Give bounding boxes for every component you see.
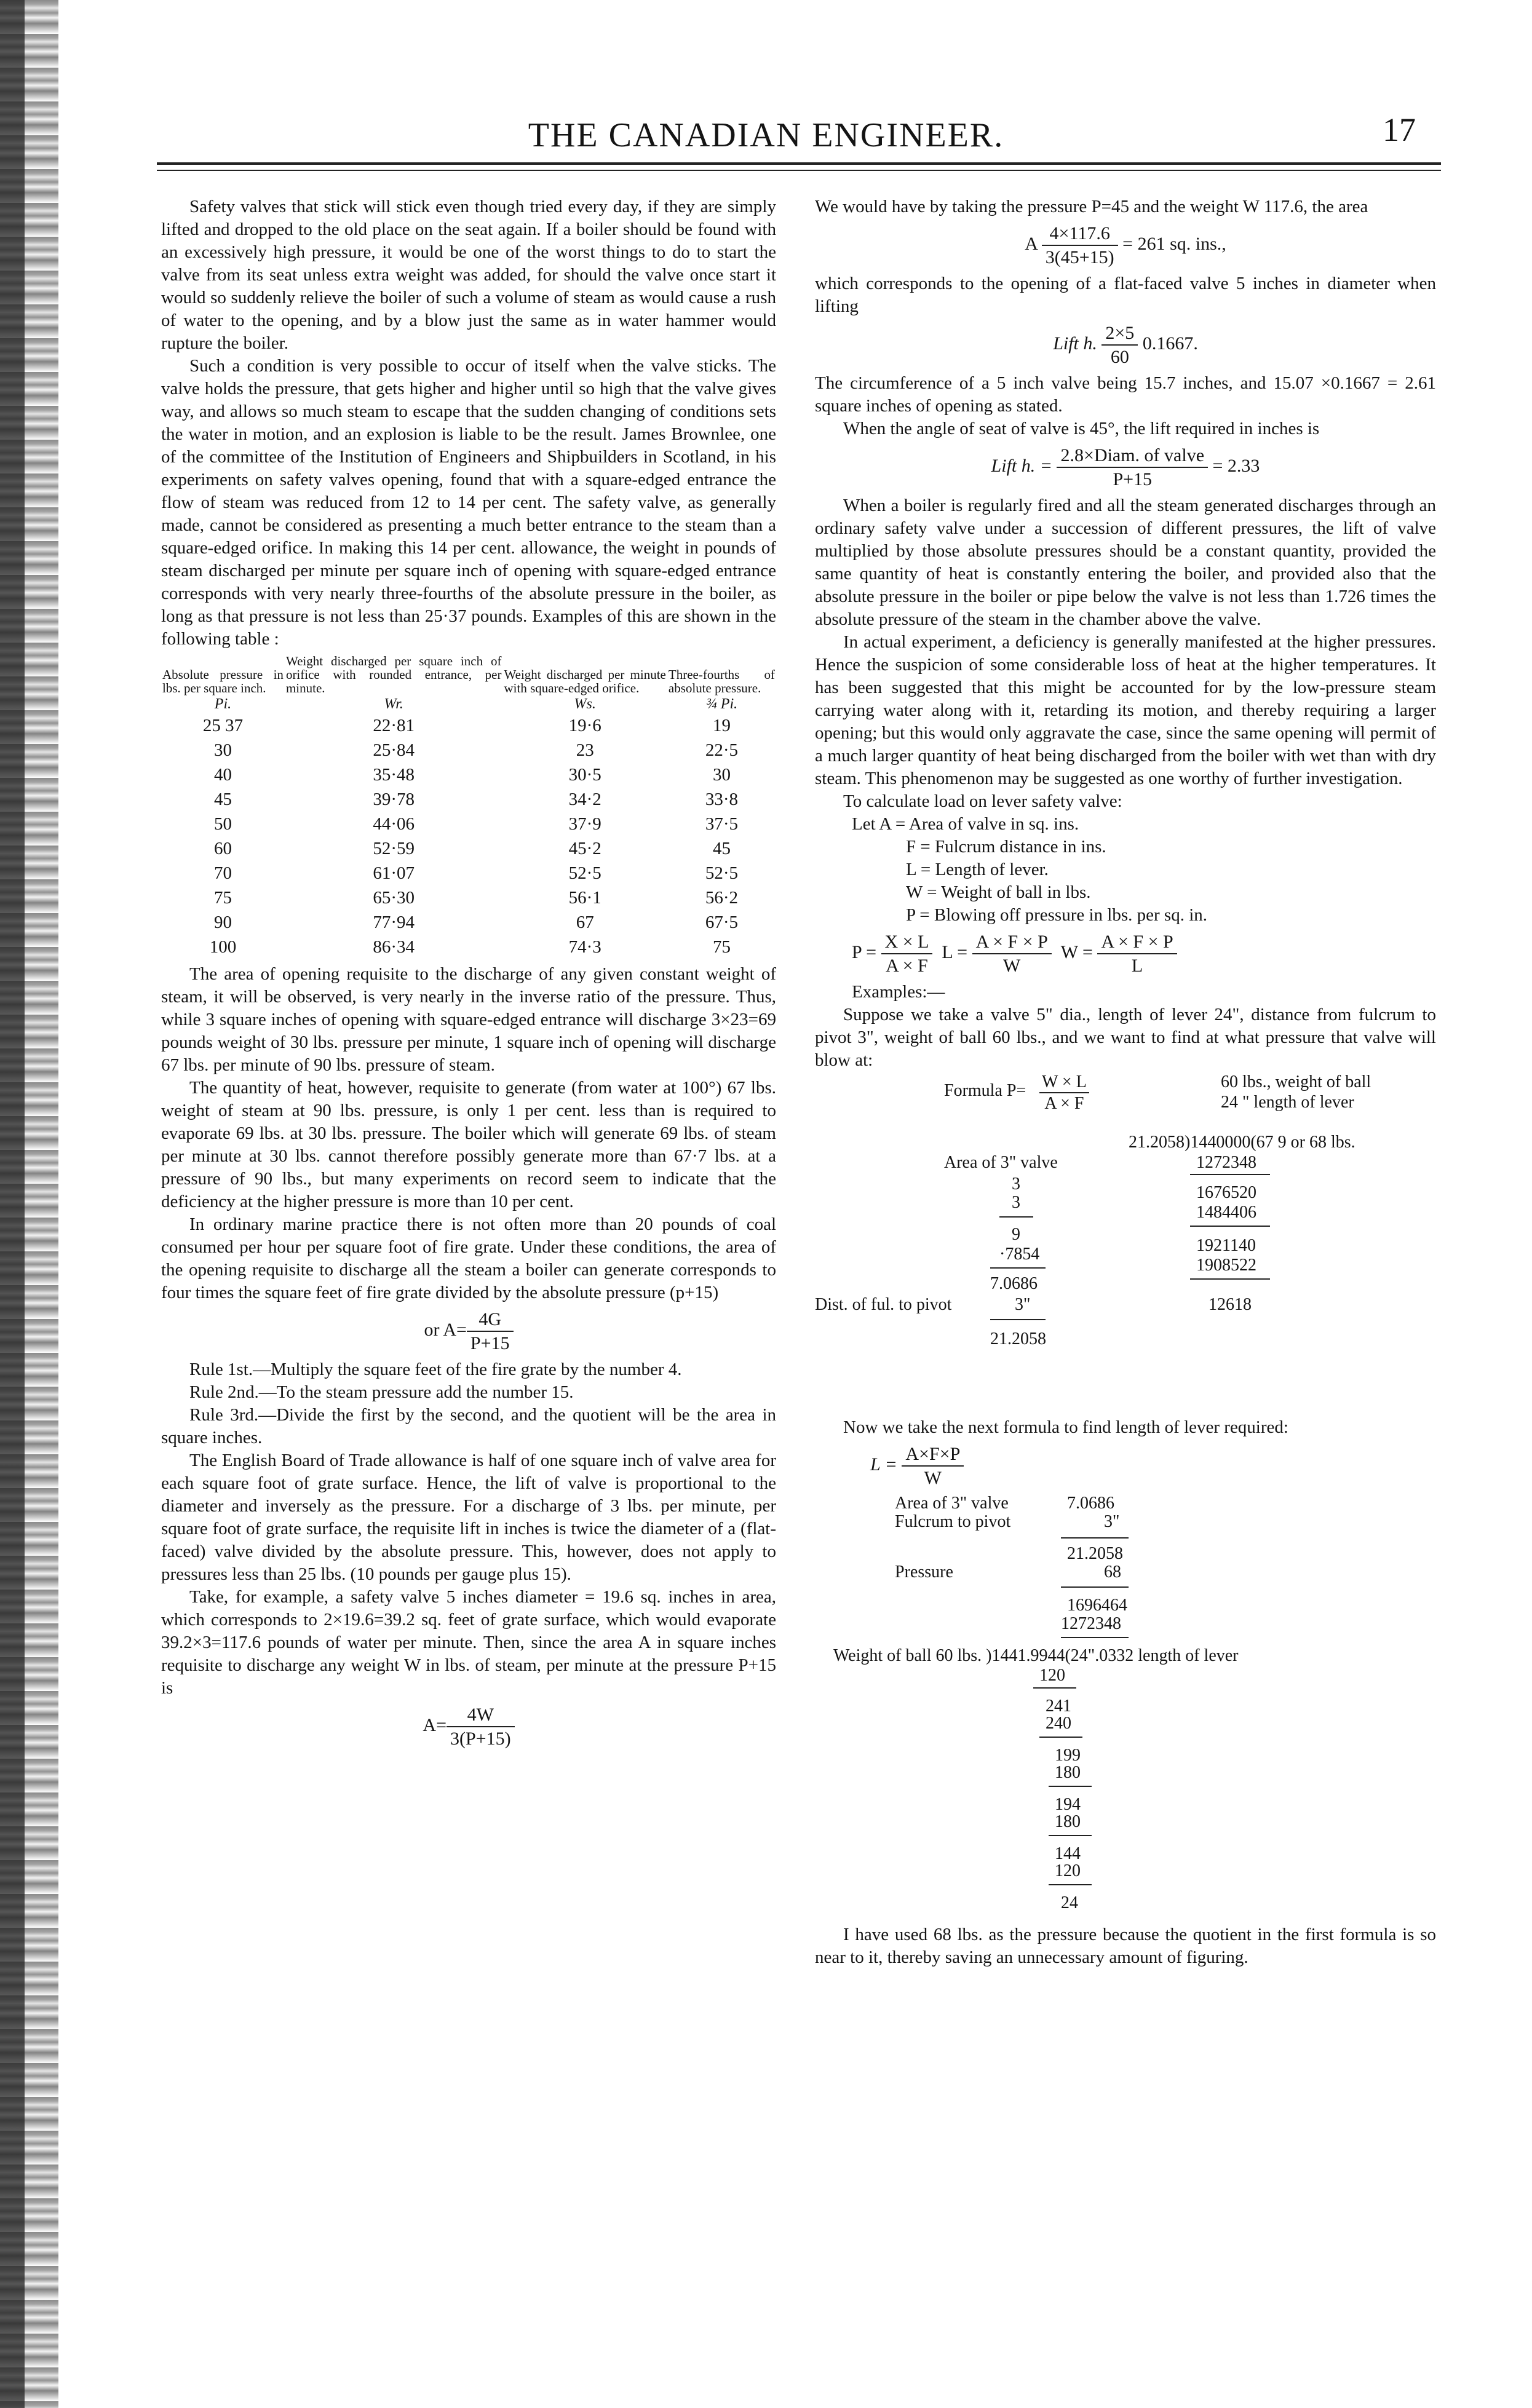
formula-lift-angle (815, 444, 1436, 491)
table-cell: 67 (576, 913, 594, 932)
calc-value: 3 (1012, 1174, 1020, 1194)
table-cell: 44·06 (373, 814, 415, 834)
calc-value: 144 (1055, 1844, 1081, 1863)
denominator: 3(P+15) (450, 1729, 511, 1749)
denominator: A × F (1044, 1094, 1084, 1113)
fraction (1097, 930, 1177, 977)
fraction (881, 930, 933, 977)
calc-value: 120 (1039, 1666, 1065, 1685)
sum-rule (1190, 1278, 1270, 1280)
page-number: 17 (1383, 111, 1416, 148)
paragraph: The area of opening requisite to the discharge of any given constant weight of steam, it will be observed, is very nearly in the inverse ratio of the pressure. Thus, while 3 square inches of opening with square-edged entrance will discharge 3×23=69 pounds weight of 30 lbs. pressure per minute, 1 square inch of opening will discharge 67 lbs. per minute of 90 lbs. pressure of steam. (161, 964, 776, 1075)
calc-value: 21.2058 (1067, 1544, 1123, 1563)
table-cell: 35·48 (373, 765, 415, 785)
calc-value: 12618 (1209, 1295, 1252, 1314)
formula-left: P = (852, 941, 876, 962)
calc-value: 3" (1015, 1295, 1031, 1314)
paragraph: In ordinary marine practice there is not often more than 20 pounds of coal consumed per hour per square foot of fire grate. Under these conditions, the area of the opening requisite to discharge all the steam a boiler can generate corresponds to four times the square feet of fire grate divided by the absolute pressure (p+15) (161, 1214, 776, 1302)
calc-value: 1272348 (1061, 1614, 1121, 1633)
table-cell: 100 (209, 937, 237, 957)
formula-area-example (815, 222, 1436, 269)
table-cell: 30 (712, 765, 731, 785)
table-cell: 45 (213, 790, 232, 809)
pressure-label: Pressure (895, 1562, 953, 1582)
table-header: Weight discharged per minute with square-edged orifice. (504, 667, 666, 695)
formula-right: = 2.33 (1212, 455, 1260, 476)
table-cell: 56·2 (705, 888, 739, 908)
table-row (161, 812, 776, 836)
table-cell: 37·9 (568, 814, 601, 834)
calc-value: 1908522 (1196, 1256, 1256, 1275)
rule-3: Rule 3rd.—Divide the first by the second, and the quotient will be the area in square inches. (161, 1405, 776, 1448)
sum-rule (1049, 1835, 1092, 1836)
calc-value: 241 (1046, 1697, 1071, 1716)
denominator: A × F (886, 956, 928, 976)
paragraph: Suppose we take a valve 5" dia., length of lever 24", distance from fulcrum to pivot 3", weight of ball 60 lbs., and we want to find at what pressure that valve will blow at: (815, 1005, 1436, 1070)
paragraph: The English Board of Trade allowance is half of one square inch of valve area for each square foot of grate surface. Hence, the lift of valve is proportional to the diameter and inversely as the pressure. For a discharge of 3 lbs. per minute, per square foot of grate surface, the requisite lift in inches is twice the diameter of a (flat-faced) valve divided by the absolute pressure. This, however, does not apply to pressures less than 25 lbs. (10 pounds per gauge plus 15). (161, 1451, 776, 1584)
formula-left: or A= (424, 1319, 467, 1340)
calc-value: 120 (1055, 1861, 1081, 1880)
formula-area-weight (161, 1703, 776, 1750)
table-cell: 19·6 (568, 716, 601, 735)
area-label: Area of 3" valve (944, 1153, 1058, 1172)
sum-rule (990, 1319, 1046, 1320)
paragraph: Safety valves that stick will stick even though tried every day, if they are simply lifted and dropped to the old place on the seat again. If a boiler should be found with an excessively high pressure, it would be one of the worst things to do to start the valve from its seat unless extra weight was added, for should the valve once start it would so suddenly relieve the boiler of such a volume of steam as would cause a rush of water to the opening, and by a blow just the same as in water hammer would rupture the boiler. (161, 197, 776, 353)
table-symbol: Ws. (574, 696, 596, 712)
calc-value: 199 (1055, 1746, 1081, 1765)
table-cell: 60 (213, 839, 232, 858)
left-column (161, 196, 776, 1754)
definition: F = Fulcrum distance in ins. (906, 837, 1106, 857)
calc-value: 9 (1012, 1225, 1020, 1244)
note-lever: 24 " length of lever (1221, 1093, 1354, 1112)
formula-right: 0.1667. (1142, 333, 1198, 354)
definitions-list (815, 813, 1436, 927)
fraction (902, 1443, 964, 1489)
formula-left: W = (1060, 941, 1093, 962)
numerator: 4W (447, 1703, 515, 1727)
table-cell: 19 (712, 716, 731, 735)
numerator: 2×5 (1101, 322, 1138, 346)
paragraph: I have used 68 lbs. as the pressure because the quotient in the first formula is so near to it, thereby saving an unnecessary amount of figuring. (815, 1925, 1436, 1967)
paragraph: The quantity of heat, however, requisite to generate (from water at 100°) 67 lbs. weight of steam at 90 lbs. pressure, is only 1 per cent. less than is required to evaporate 69 lbs. at 30 lbs. pressure. The boiler which will generate 69 lbs. of steam per minute at 30 lbs. cannot therefore possibly generate more than 67·7 lbs. at a pressure of 90 lbs., but many experiments on record seem to indicate that the deficiency at the higher pressure is more than 10 per cent. (161, 1078, 776, 1211)
table-cell: 37·5 (705, 814, 739, 834)
sum-rule (990, 1267, 1046, 1269)
calc-value: 194 (1055, 1795, 1081, 1814)
calc-value: 68 (1104, 1562, 1121, 1582)
table-cell: 50 (213, 814, 232, 834)
table-cell: 61·07 (373, 863, 415, 883)
definition: L = Length of lever. (906, 860, 1049, 879)
table-cell: 65·30 (373, 888, 415, 908)
sum-rule (1190, 1174, 1270, 1175)
table-cell: 86·34 (373, 937, 415, 957)
table-cell: 23 (576, 740, 594, 760)
page-binding-shadow (0, 0, 25, 2408)
paragraph: Take, for example, a safety valve 5 inches diameter = 19.6 sq. inches in area, which corresponds to 2×19.6=39.2 sq. feet of grate surface, which would evaporate 39.2×3=117.6 pounds of water per minute. Then, since the area A in square inches requisite to discharge any weight W in lbs. of steam, per minute at the pressure P+15 is (161, 1587, 776, 1698)
calc-value: 24 (1061, 1893, 1078, 1912)
table-cell: 70 (213, 863, 232, 883)
table-cell: 90 (213, 913, 232, 932)
formula-left: Lift h. = (991, 455, 1052, 476)
table-cell: 67·5 (705, 913, 739, 932)
paragraph: When a boiler is regularly fired and all the steam generated discharges through an ordinary safety valve under a succession of different pressures, the lift of valve multiplied by those absolute pressures should be a constant quantity, provided the same quantity of heat is constantly entering the boiler, and provided also that the absolute pressure in the boiler or pipe below the valve is not less than 1.726 times the absolute pressure of the steam in the chamber above the valve. (815, 496, 1436, 629)
sum-rule (1049, 1884, 1092, 1885)
table-header: Weight discharged per square inch of orifice with rounded entrance, per minute. (285, 654, 502, 695)
table-cell: 75 (213, 888, 232, 908)
table-symbol: Pi. (214, 696, 232, 712)
table-cell: 22·5 (705, 740, 739, 760)
sum-rule (1033, 1687, 1076, 1689)
paragraph: Such a condition is very possible to occur of itself when the valve sticks. The valve holds the pressure, that gets higher and higher until so high that the valve gives way, and allows so much steam to escape that the sudden changing of conditions sets the water in motion, and an explosion is liable to be the result. James Brownlee, one of the committee of the Institution of Engineers and Shipbuilders in Scotland, in his experiments on safety valves opening, found that with a square-edged entrance the flow of steam was reduced from 12 to 14 per cent. The safety valve, as generally made, cannot be considered as presenting a much better entrance to the steam than a square-edged orifice. In making this 14 per cent. allowance, the weight in pounds of steam discharged per minute per square inch of opening with square-edged entrance corresponds with very nearly three-fourths of the absolute pressure in the boiler, as long as that pressure is not less than 25·37 pounds. Examples of this are shown in the following table : (161, 356, 776, 649)
table-row (161, 762, 776, 787)
sum-rule (1039, 1737, 1082, 1738)
examples-label: Examples:— (852, 982, 945, 1002)
long-division: 21.2058)1440000(67 9 or 68 lbs. (1129, 1133, 1355, 1152)
denominator: W (924, 1468, 942, 1488)
table-cell: 52·5 (705, 863, 739, 883)
calc-value: 180 (1055, 1763, 1081, 1782)
right-column (815, 196, 1436, 1969)
lever-formulas (815, 930, 1436, 977)
calc-value: 3 (1012, 1193, 1020, 1212)
fulcrum-label: Fulcrum to pivot (895, 1512, 1011, 1531)
paragraph: We would have by taking the pressure P=45 and the weight W 117.6, the area (815, 197, 1368, 216)
rule-1: Rule 1st.—Multiply the square feet of the fire grate by the number 4. (189, 1360, 682, 1379)
table-row (161, 787, 776, 812)
table-row (161, 885, 776, 910)
denominator: 3(45+15) (1045, 247, 1114, 267)
numerator: X × L (881, 930, 933, 954)
table-cell: 45·2 (568, 839, 601, 858)
calc-value: 240 (1046, 1714, 1071, 1733)
numerator: 4G (467, 1308, 514, 1332)
pivot-label: Dist. of ful. to pivot (815, 1295, 952, 1314)
table-cell: 52·5 (568, 863, 601, 883)
table-cell: 30 (213, 740, 232, 760)
fraction (467, 1308, 514, 1355)
calc-value: 1921140 (1196, 1236, 1256, 1255)
fraction (1101, 322, 1138, 368)
table-cell: 30·5 (568, 765, 601, 785)
table-row (161, 861, 776, 885)
paragraph: Now we take the next formula to find length of lever required: (843, 1417, 1288, 1437)
denominator: W (1003, 956, 1021, 976)
header-rule-thin (157, 170, 1441, 171)
table-cell: 25·84 (373, 740, 415, 760)
formula-left: Lift h. (1053, 333, 1097, 354)
denominator: L (1131, 956, 1143, 976)
calc-value: 1696464 (1067, 1596, 1127, 1615)
calc-value: 1484406 (1196, 1203, 1256, 1222)
denominator: P+15 (1113, 469, 1153, 489)
table-symbol: Wr. (384, 696, 403, 712)
table-cell: 74·3 (568, 937, 601, 957)
calc-value: ·7854 (999, 1245, 1040, 1264)
table-symbol: ¾ Pi. (705, 696, 738, 712)
calc-value: 1272348 (1196, 1153, 1256, 1172)
fraction (1057, 444, 1208, 491)
table-cell: 39·78 (373, 790, 415, 809)
calculation-lever-length (815, 1493, 1436, 1923)
table-header: Three-fourths of absolute pressure. (668, 667, 775, 695)
formula-left: L = (942, 941, 968, 962)
sum-rule (1061, 1586, 1129, 1588)
sum-rule (999, 1216, 1033, 1218)
calc-value: 21.2058 (990, 1329, 1046, 1349)
formula-right: = 261 sq. ins., (1122, 233, 1226, 254)
table-cell: 40 (213, 765, 232, 785)
denominator: P+15 (470, 1333, 510, 1353)
paragraph: In actual experiment, a deficiency is generally manifested at the higher pressures. Hence the suspicion of some considerable loss of heat at the higher temperatures. It has been suggested that this might be accounted for by the low-pressure steam carrying water along with it, retarding its motion, and thereby requiring a larger opening; but this would only aggravate the case, since the same opening will permit of a much larger quantity of heat being discharged from the boiler with wet than with dry steam. This phenomenon may be suggested as one worthy of further investigation. (815, 632, 1436, 788)
paragraph: The circumference of a 5 inch valve being 15.7 inches, and 15.07 ×0.1667 = 2.61 square inches of opening as stated. (815, 373, 1436, 416)
table-cell: 77·94 (373, 913, 415, 932)
formula-left: A (1025, 233, 1038, 254)
denominator: 60 (1110, 347, 1129, 367)
numerator: A×F×P (902, 1443, 964, 1467)
table-cell: 52·59 (373, 839, 415, 858)
formula-label: Formula P= (944, 1081, 1026, 1100)
table-cell: 45 (712, 839, 731, 858)
numerator: A × F × P (972, 930, 1052, 954)
table-row (161, 713, 776, 738)
sum-rule (1061, 1637, 1129, 1638)
definition: W = Weight of ball in lbs. (906, 882, 1091, 902)
numerator: W × L (1039, 1072, 1089, 1093)
table-row (161, 738, 776, 762)
header-rule (157, 162, 1441, 165)
table-cell: 25 37 (202, 716, 244, 735)
calc-value: 7.0686 (990, 1274, 1038, 1293)
formula-left: A= (423, 1714, 447, 1735)
sum-rule (1061, 1537, 1129, 1539)
definition: P = Blowing off pressure in lbs. per sq. in. (906, 905, 1207, 925)
table-cell: 56·1 (568, 888, 601, 908)
fraction (1039, 1072, 1089, 1114)
table-cell: 34·2 (568, 790, 601, 809)
journal-title: THE CANADIAN ENGINEER. (528, 116, 1004, 154)
table-body (161, 713, 776, 959)
fraction (447, 1703, 515, 1750)
paragraph: When the angle of seat of valve is 45°, the lift required in inches is (843, 419, 1320, 438)
table-cell: 75 (712, 937, 731, 957)
area-label: Area of 3" valve (895, 1494, 1009, 1513)
calc-value: 7.0686 (1067, 1494, 1114, 1513)
note-weight: 60 lbs., weight of ball (1221, 1072, 1371, 1091)
calculation-pressure (815, 1072, 1436, 1416)
weight-division: Weight of ball 60 lbs. )1441.9944(24".0332 length of lever (833, 1646, 1239, 1665)
calc-value: 3" (1104, 1512, 1120, 1531)
fraction (1042, 222, 1118, 269)
sum-rule (1190, 1226, 1270, 1227)
numerator: 2.8×Diam. of valve (1057, 444, 1208, 468)
rule-2: Rule 2nd.—To the steam pressure add the number 15. (189, 1382, 574, 1402)
numerator: 4×117.6 (1042, 222, 1118, 246)
calc-value: 1676520 (1196, 1183, 1256, 1202)
paragraph: which corresponds to the opening of a flat-faced valve 5 inches in diameter when lifting (815, 274, 1436, 316)
table-cell: 33·8 (705, 790, 739, 809)
table-header: Absolute pressure in lbs. per square inch. (162, 667, 284, 695)
formula-area-grate (161, 1308, 776, 1355)
table-row (161, 935, 776, 959)
paragraph: To calculate load on lever safety valve: (843, 791, 1122, 811)
calc-value: 180 (1055, 1812, 1081, 1831)
formula-lever-length (815, 1443, 1436, 1489)
table-row (161, 836, 776, 861)
table-cell: 22·81 (373, 716, 415, 735)
formula-lift (815, 322, 1436, 368)
formula-left: L = (870, 1454, 897, 1475)
fraction (972, 930, 1052, 977)
definition: Let A = Area of valve in sq. ins. (852, 814, 1079, 834)
steam-discharge-table (161, 654, 776, 959)
table-row (161, 910, 776, 935)
sum-rule (1049, 1786, 1092, 1787)
numerator: A × F × P (1097, 930, 1177, 954)
